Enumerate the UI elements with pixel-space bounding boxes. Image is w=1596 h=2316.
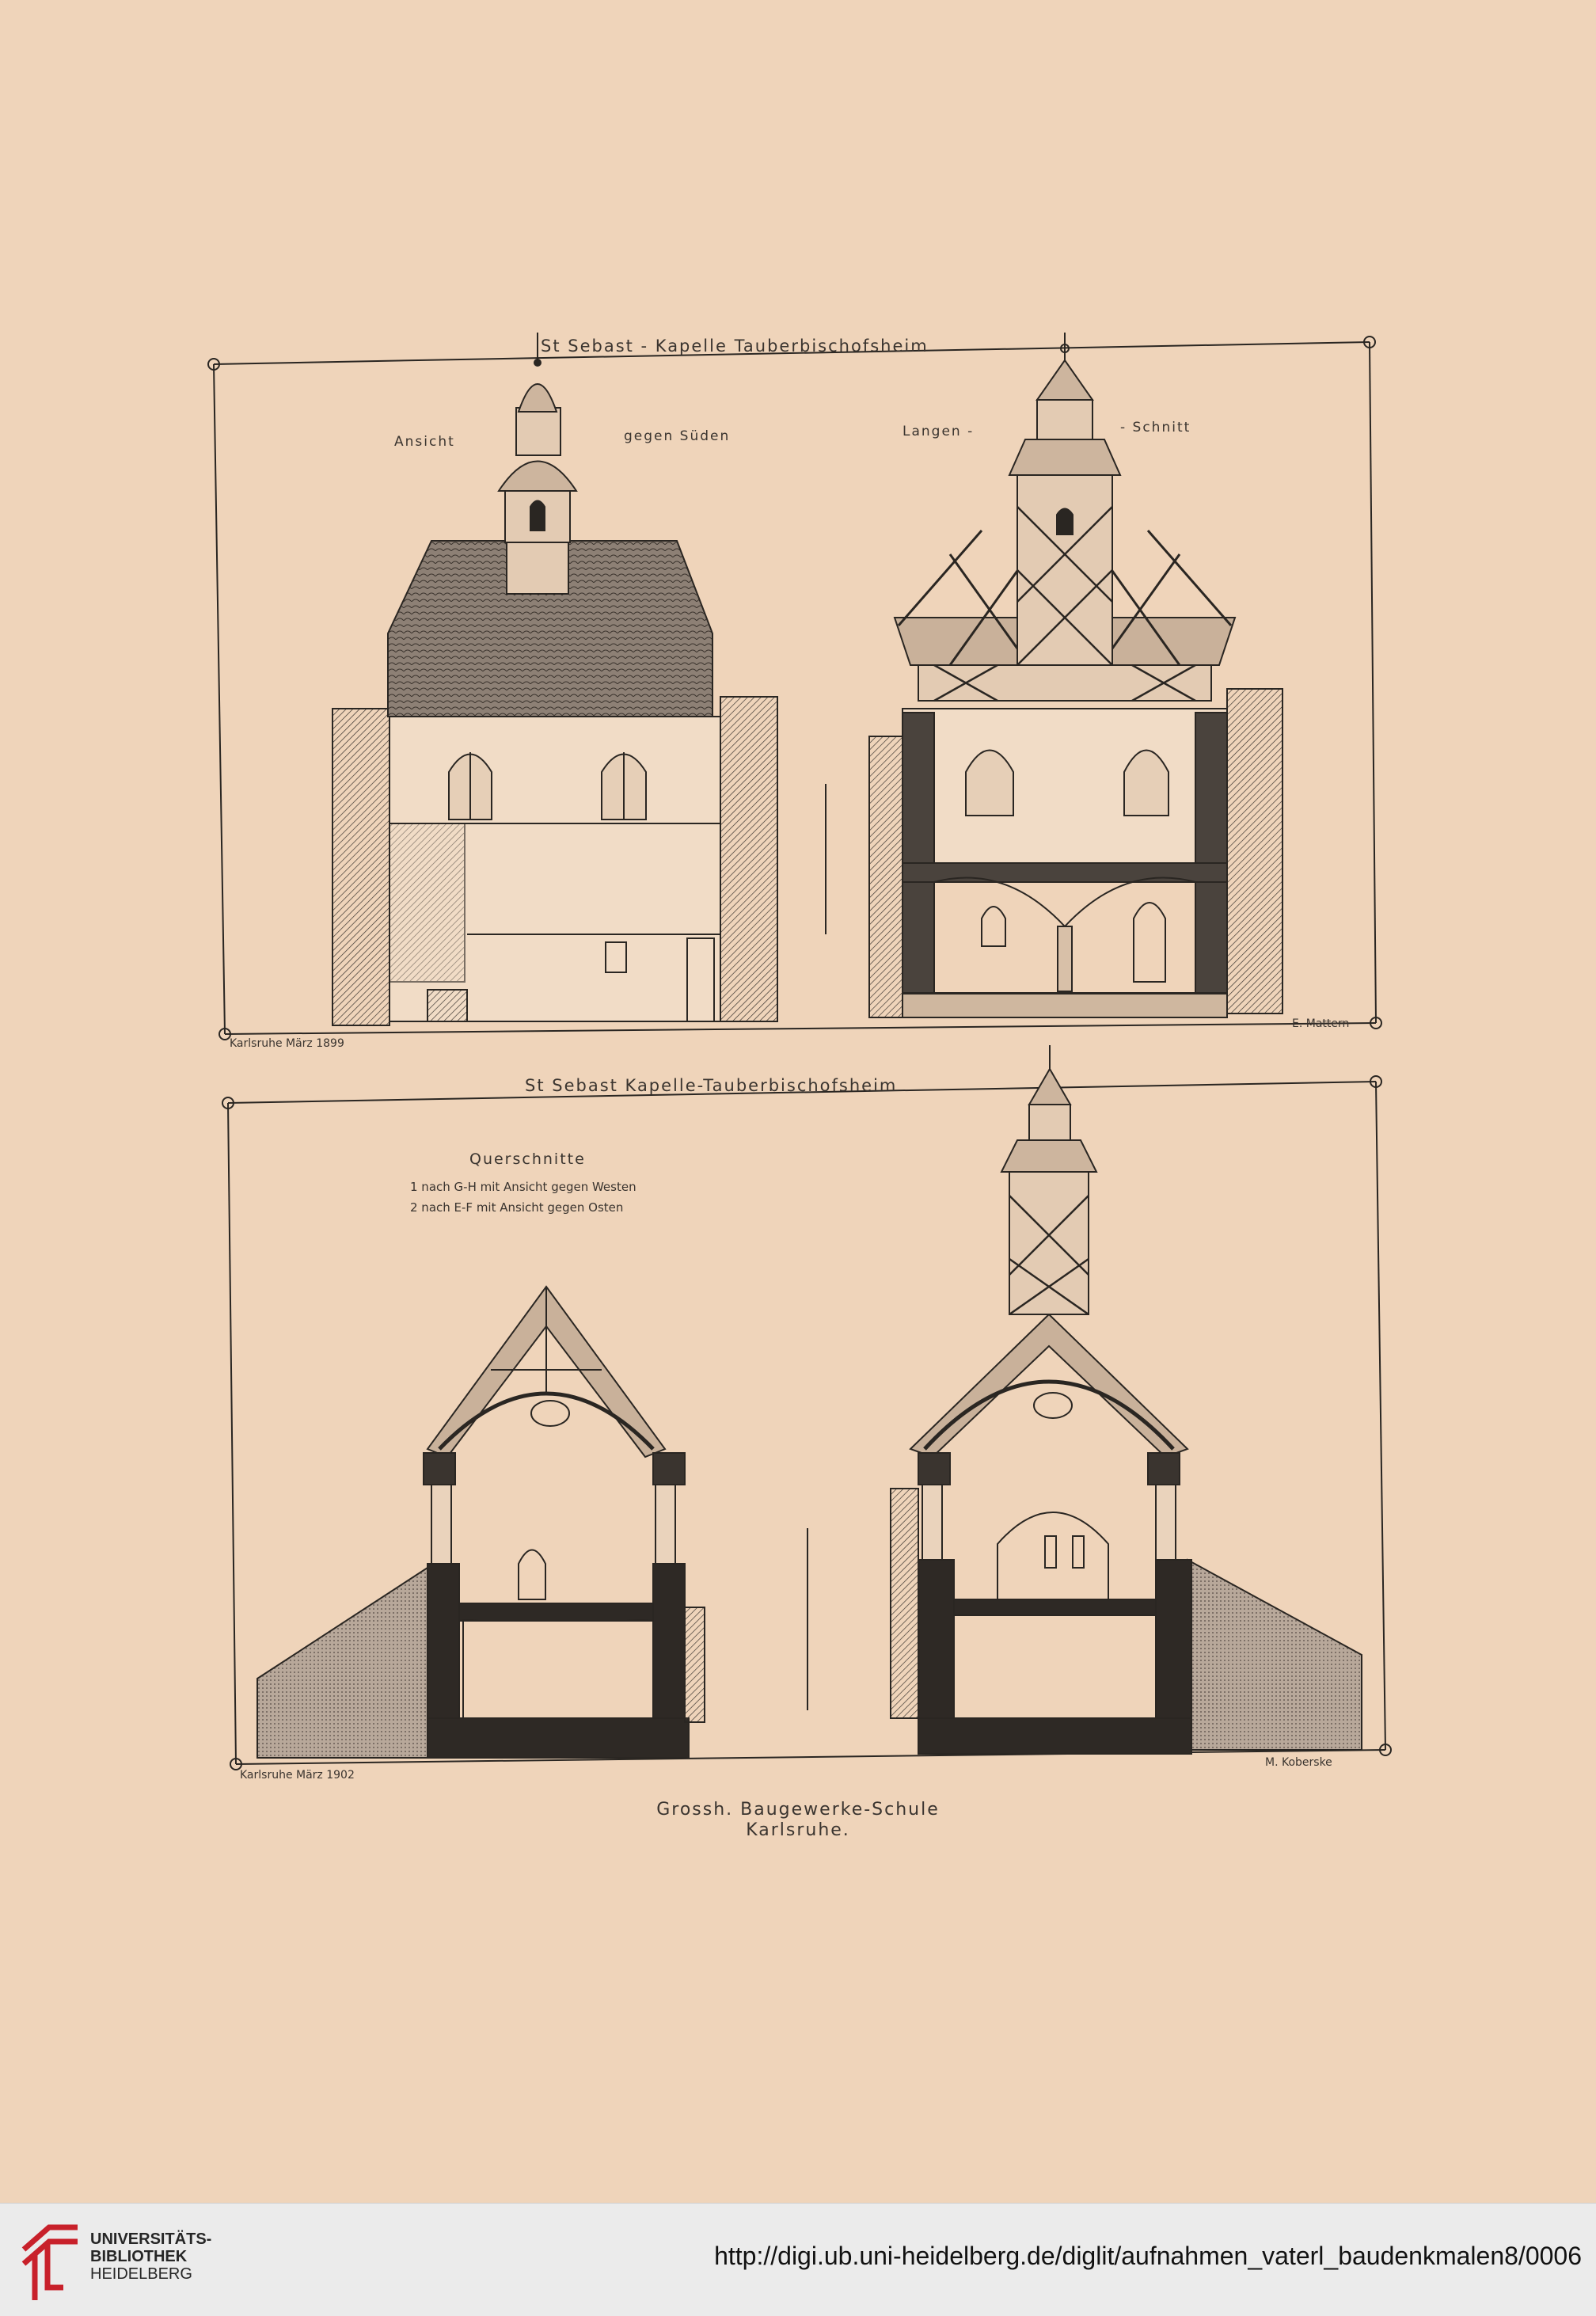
lower-signed-right: M. Koberske <box>1265 1756 1332 1769</box>
view-right-a: Langen - <box>902 424 975 439</box>
lower-line1: 1 nach G-H mit Ansicht gegen Westen <box>410 1180 636 1194</box>
lower-title: St Sebast Kapelle-Tauberbischofsheim <box>525 1076 898 1095</box>
longitudinal-section <box>826 333 1282 1017</box>
library-line1: UNIVERSITÄTS- <box>90 2230 212 2248</box>
upper-title: St Sebast - Kapelle Tauberbischofsheim <box>541 337 929 356</box>
source-url-link[interactable]: http://digi.ub.uni-heidelberg.de/diglit/aufnahmen_vaterl_baudenkmalen8/0006 <box>714 2242 1582 2270</box>
school-line1: Grossh. Baugewerke-Schule <box>656 1800 940 1820</box>
cross-section-east <box>808 1045 1362 1754</box>
cross-section-west <box>257 1287 705 1758</box>
upper-signed-right: E. Mattern <box>1292 1017 1350 1030</box>
view-left-a: Ansicht <box>394 434 455 450</box>
upper-signed-left: Karlsruhe März 1899 <box>230 1037 344 1050</box>
lower-line2: 2 nach E-F mit Ansicht gegen Osten <box>410 1200 624 1215</box>
view-left-b: gegen Süden <box>624 428 731 444</box>
ub-heidelberg-logo-icon <box>17 2218 84 2303</box>
library-line2: BIBLIOTHEK <box>90 2248 188 2265</box>
library-name <box>90 2230 211 2283</box>
lower-heading: Querschnitte <box>469 1150 586 1168</box>
library-footer <box>0 2203 1596 2316</box>
library-line3: HEIDELBERG <box>90 2265 192 2283</box>
school-line2: Karlsruhe. <box>746 1820 850 1840</box>
lower-signed-left: Karlsruhe März 1902 <box>240 1769 355 1782</box>
view-right-b: - Schnitt <box>1120 420 1191 435</box>
